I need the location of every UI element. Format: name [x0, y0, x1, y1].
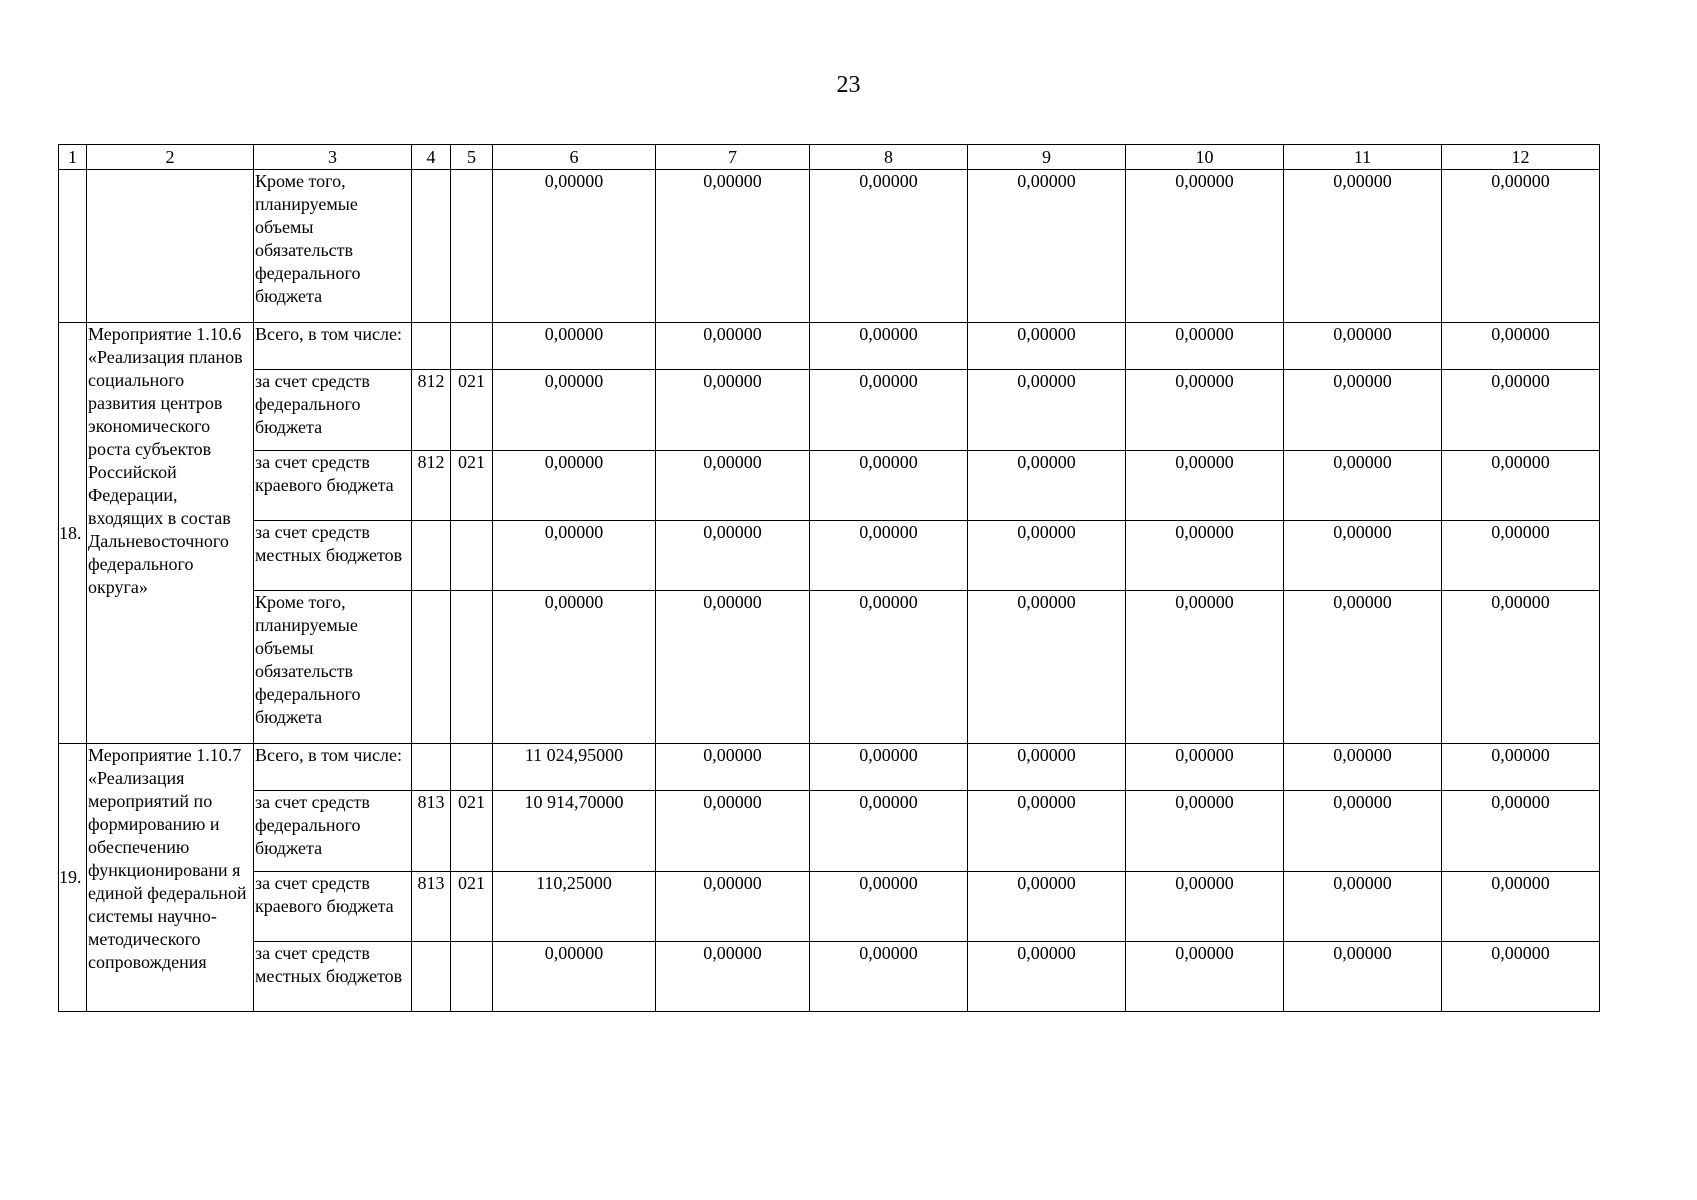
value-cell: 0,00000 [968, 170, 1126, 323]
value-cell: 0,00000 [656, 942, 810, 1012]
value-cell: 0,00000 [810, 591, 968, 744]
value-cell: 0,00000 [810, 521, 968, 591]
code-col4 [412, 942, 451, 1012]
value-cell: 0,00000 [656, 872, 810, 942]
value-cell: 0,00000 [810, 942, 968, 1012]
value-cell: 0,00000 [810, 791, 968, 872]
funding-source-label: Кроме того, планируемые объемы обязательств федерального бюджета [254, 170, 412, 323]
code-col4 [412, 591, 451, 744]
value-cell: 0,00000 [1126, 323, 1284, 370]
value-cell: 0,00000 [1284, 451, 1442, 521]
table-row [59, 942, 1600, 1012]
column-header: 4 [412, 145, 451, 170]
column-header: 8 [810, 145, 968, 170]
table-row [59, 591, 1600, 744]
code-col4 [412, 323, 451, 370]
funding-source-label: за счет средств краевого бюджета [254, 872, 412, 942]
table-row [59, 872, 1600, 942]
value-cell: 0,00000 [1284, 744, 1442, 791]
budget-table [58, 144, 1600, 1012]
value-cell: 0,00000 [1126, 451, 1284, 521]
funding-source-label: за счет средств федерального бюджета [254, 370, 412, 451]
value-cell: 0,00000 [493, 591, 656, 744]
funding-source-label: за счет средств местных бюджетов [254, 521, 412, 591]
value-cell: 0,00000 [968, 451, 1126, 521]
funding-source-label: Кроме того, планируемые объемы обязательств федерального бюджета [254, 591, 412, 744]
value-cell: 0,00000 [656, 744, 810, 791]
value-cell: 0,00000 [1284, 791, 1442, 872]
code-col5: 021 [451, 791, 493, 872]
code-col4: 812 [412, 370, 451, 451]
value-cell: 0,00000 [656, 451, 810, 521]
row-number [59, 170, 87, 323]
value-cell: 0,00000 [810, 323, 968, 370]
column-header: 9 [968, 145, 1126, 170]
value-cell: 0,00000 [968, 872, 1126, 942]
code-col5 [451, 942, 493, 1012]
value-cell: 0,00000 [1126, 744, 1284, 791]
value-cell: 110,25000 [493, 872, 656, 942]
value-cell: 0,00000 [1442, 791, 1600, 872]
value-cell: 10 914,70000 [493, 791, 656, 872]
code-col5 [451, 323, 493, 370]
value-cell: 0,00000 [1442, 744, 1600, 791]
column-header: 7 [656, 145, 810, 170]
value-cell: 0,00000 [1284, 170, 1442, 323]
value-cell: 0,00000 [656, 323, 810, 370]
value-cell: 0,00000 [493, 370, 656, 451]
value-cell: 0,00000 [1442, 451, 1600, 521]
value-cell: 0,00000 [656, 170, 810, 323]
table-row [59, 451, 1600, 521]
value-cell: 0,00000 [1442, 591, 1600, 744]
funding-source-label: за счет средств краевого бюджета [254, 451, 412, 521]
value-cell: 0,00000 [1442, 942, 1600, 1012]
value-cell: 0,00000 [1126, 791, 1284, 872]
page-number: 23 [836, 72, 861, 98]
code-col5 [451, 170, 493, 323]
code-col5 [451, 521, 493, 591]
column-header: 11 [1284, 145, 1442, 170]
code-col5 [451, 744, 493, 791]
value-cell: 0,00000 [810, 744, 968, 791]
value-cell: 0,00000 [1442, 170, 1600, 323]
value-cell: 0,00000 [968, 791, 1126, 872]
value-cell: 0,00000 [968, 591, 1126, 744]
value-cell: 0,00000 [1442, 370, 1600, 451]
table-row [59, 370, 1600, 451]
value-cell: 0,00000 [493, 451, 656, 521]
table-row [59, 521, 1600, 591]
funding-source-label: за счет средств местных бюджетов [254, 942, 412, 1012]
value-cell: 0,00000 [810, 170, 968, 323]
value-cell: 0,00000 [1126, 591, 1284, 744]
table-row [59, 744, 1600, 791]
column-header: 6 [493, 145, 656, 170]
funding-source-label: за счет средств федерального бюджета [254, 791, 412, 872]
value-cell: 0,00000 [656, 521, 810, 591]
column-header: 10 [1126, 145, 1284, 170]
value-cell: 0,00000 [1284, 521, 1442, 591]
value-cell: 0,00000 [1442, 872, 1600, 942]
code-col4 [412, 744, 451, 791]
funding-source-label: Всего, в том числе: [254, 323, 412, 370]
table-row [59, 323, 1600, 370]
code-col4 [412, 170, 451, 323]
table-row [59, 170, 1600, 323]
column-header: 5 [451, 145, 493, 170]
code-col5: 021 [451, 872, 493, 942]
funding-source-label: Всего, в том числе: [254, 744, 412, 791]
column-header: 2 [87, 145, 254, 170]
value-cell: 0,00000 [968, 370, 1126, 451]
code-col5: 021 [451, 451, 493, 521]
value-cell: 0,00000 [810, 872, 968, 942]
value-cell: 0,00000 [1284, 942, 1442, 1012]
value-cell: 0,00000 [968, 744, 1126, 791]
value-cell: 0,00000 [656, 791, 810, 872]
value-cell: 0,00000 [1284, 370, 1442, 451]
column-header: 3 [254, 145, 412, 170]
value-cell: 0,00000 [1126, 170, 1284, 323]
value-cell: 0,00000 [810, 370, 968, 451]
event-name [87, 170, 254, 323]
value-cell: 0,00000 [656, 591, 810, 744]
value-cell: 0,00000 [810, 451, 968, 521]
value-cell: 0,00000 [493, 521, 656, 591]
code-col5: 021 [451, 370, 493, 451]
value-cell: 0,00000 [1442, 521, 1600, 591]
code-col5 [451, 591, 493, 744]
column-number-header-row [59, 145, 1600, 170]
table-row [59, 791, 1600, 872]
code-col4: 813 [412, 791, 451, 872]
value-cell: 0,00000 [968, 521, 1126, 591]
value-cell: 0,00000 [656, 370, 810, 451]
row-number: 19. [59, 744, 87, 1012]
code-col4: 813 [412, 872, 451, 942]
code-col4: 812 [412, 451, 451, 521]
value-cell: 0,00000 [1126, 370, 1284, 451]
row-number: 18. [59, 323, 87, 744]
value-cell: 0,00000 [1284, 323, 1442, 370]
value-cell: 0,00000 [1442, 323, 1600, 370]
value-cell: 0,00000 [493, 323, 656, 370]
value-cell: 0,00000 [1126, 942, 1284, 1012]
event-name: Мероприятие 1.10.7 «Реализация мероприятий по формированию и обеспечению функционировани я единой федеральной системы научно-методического сопровождения [87, 744, 254, 1012]
value-cell: 0,00000 [1284, 872, 1442, 942]
value-cell: 0,00000 [493, 170, 656, 323]
code-col4 [412, 521, 451, 591]
column-header: 12 [1442, 145, 1600, 170]
value-cell: 11 024,95000 [493, 744, 656, 791]
column-header: 1 [59, 145, 87, 170]
value-cell: 0,00000 [1284, 591, 1442, 744]
value-cell: 0,00000 [968, 942, 1126, 1012]
event-name: Мероприятие 1.10.6 «Реализация планов социального развития центров экономического роста субъектов Российской Федерации, входящих в состав Дальневосточного федерального округа» [87, 323, 254, 744]
value-cell: 0,00000 [1126, 872, 1284, 942]
value-cell: 0,00000 [493, 942, 656, 1012]
value-cell: 0,00000 [1126, 521, 1284, 591]
value-cell: 0,00000 [968, 323, 1126, 370]
